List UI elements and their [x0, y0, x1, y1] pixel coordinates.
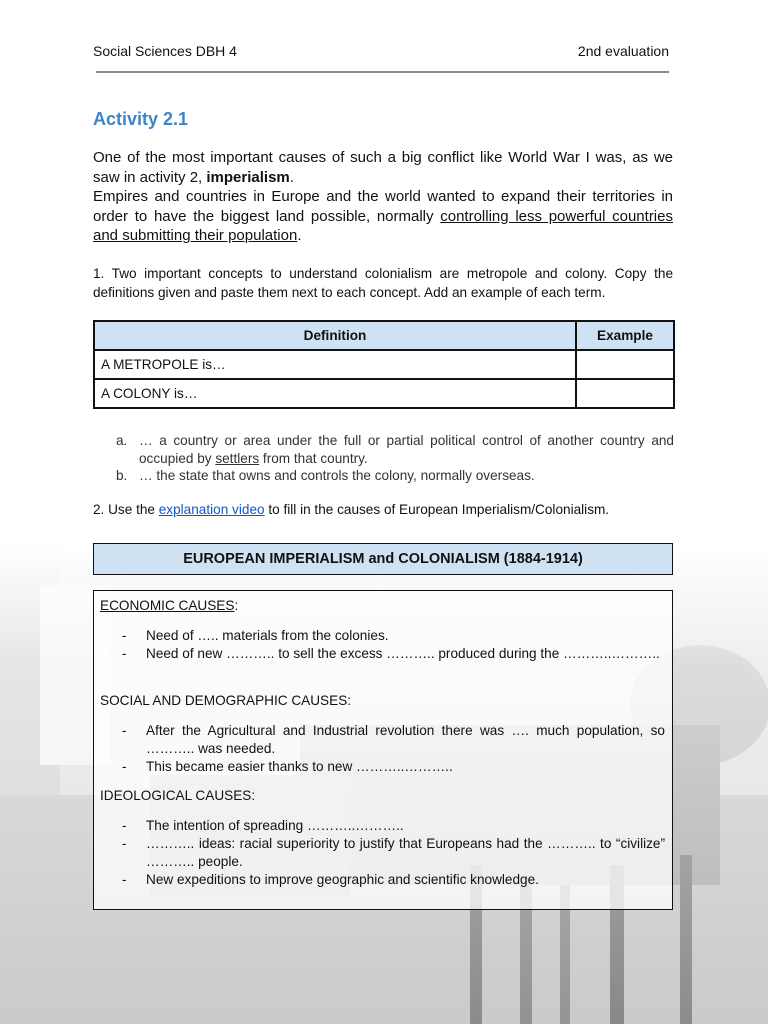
section-banner: EUROPEAN IMPERIALISM and COLONIALISM (1884-1914): [93, 543, 673, 575]
definition-table: [93, 320, 675, 409]
option-text: [139, 432, 674, 467]
list-item: [94, 645, 666, 663]
option-a-text: … a country or area under the full or partial political control of another country and occupied by: [139, 433, 674, 466]
intro-text: [93, 148, 673, 246]
intro-paragraph-1: [93, 148, 673, 187]
header-evaluation: 2nd evaluation: [577, 43, 669, 59]
bullet-dash: -: [122, 723, 127, 738]
table-header-row: [94, 321, 674, 350]
causes-box: [93, 590, 673, 910]
activity-title: Activity 2.1: [93, 109, 189, 129]
header-example: Example: [576, 321, 674, 350]
header-definition: Definition: [94, 321, 576, 350]
list-item: [94, 722, 666, 758]
intro-paragraph-2: [93, 187, 673, 246]
bullet-dash: -: [122, 872, 127, 887]
list-item: [94, 835, 666, 871]
option-letter: b.: [116, 468, 128, 483]
bullet-dash: -: [122, 759, 127, 774]
list-item-text: New expeditions to improve geographic and scientific knowledge.: [146, 872, 539, 887]
question-2: [93, 502, 609, 517]
option-letter: a.: [116, 433, 128, 448]
settlers-term: settlers: [215, 450, 260, 466]
intro-p1-text: One of the most important causes of such a big conflict like World War I was, as we saw in activity 2,: [93, 149, 673, 186]
option-a: [116, 432, 674, 467]
list-item: [94, 627, 666, 645]
table-row: [94, 379, 674, 408]
bullet-dash: -: [122, 818, 127, 833]
metropole-example-cell[interactable]: [576, 350, 674, 379]
colony-definition-cell[interactable]: A COLONY is…: [94, 379, 576, 408]
economic-causes-heading: [100, 597, 238, 615]
table-row: [94, 350, 674, 379]
list-item: [94, 871, 666, 889]
metropole-definition-cell[interactable]: A METROPOLE is…: [94, 350, 576, 379]
explanation-video-link[interactable]: explanation video: [158, 502, 265, 517]
list-item-text: After the Agricultural and Industrial revolution there was …. much population, so ……….. was needed.: [146, 723, 665, 756]
list-item: [94, 817, 666, 835]
list-item-text: Need of new ……….. to sell the excess ……….. produced during the ………..………..: [146, 646, 660, 661]
social-causes-heading: SOCIAL AND DEMOGRAPHIC CAUSES:: [100, 693, 352, 708]
bullet-dash: -: [122, 628, 127, 643]
list-item-text: This became easier thanks to new ………..………..: [146, 759, 453, 774]
list-item-text: The intention of spreading ………..………..: [146, 818, 404, 833]
intro-p2-text: Empires and countries in Europe and the world wanted to expand their territories in order to have the biggest land possible, normally: [93, 188, 673, 225]
header-divider: [96, 71, 669, 73]
list-item-text: ……….. ideas: racial superiority to justify that Europeans had the ……….. to “civilize” ……….. people.: [146, 836, 665, 869]
list-item: [94, 758, 666, 776]
heading-colon: :: [234, 598, 239, 613]
bullet-dash: -: [122, 836, 127, 851]
intro-p2-end: .: [297, 227, 302, 244]
question-2-text: 2. Use the: [93, 502, 159, 517]
header-subject: Social Sciences DBH 4: [93, 43, 237, 59]
economic-causes-title: ECONOMIC CAUSES: [100, 598, 235, 613]
intro-p1-end: .: [289, 168, 294, 186]
question-1: 1. Two important concepts to understand colonialism are metropole and colony. Copy the definitions given and paste them next to each concept. Add an example of each term.: [93, 266, 673, 300]
bullet-dash: -: [122, 646, 127, 661]
ideological-causes-heading: IDEOLOGICAL CAUSES:: [100, 788, 256, 803]
list-item-text: Need of ….. materials from the colonies.: [146, 628, 389, 643]
question-2-text-end: to fill in the causes of European Imperialism/Colonialism.: [264, 502, 610, 517]
option-a-text-end: from that country.: [259, 450, 368, 466]
colony-example-cell[interactable]: [576, 379, 674, 408]
intro-p2-underlined: controlling less powerful countries and submitting their population: [93, 207, 673, 244]
option-b: [116, 467, 674, 485]
imperialism-term: imperialism: [206, 168, 290, 186]
option-text: … the state that owns and controls the colony, normally overseas.: [139, 468, 535, 483]
definition-options: [116, 432, 674, 485]
